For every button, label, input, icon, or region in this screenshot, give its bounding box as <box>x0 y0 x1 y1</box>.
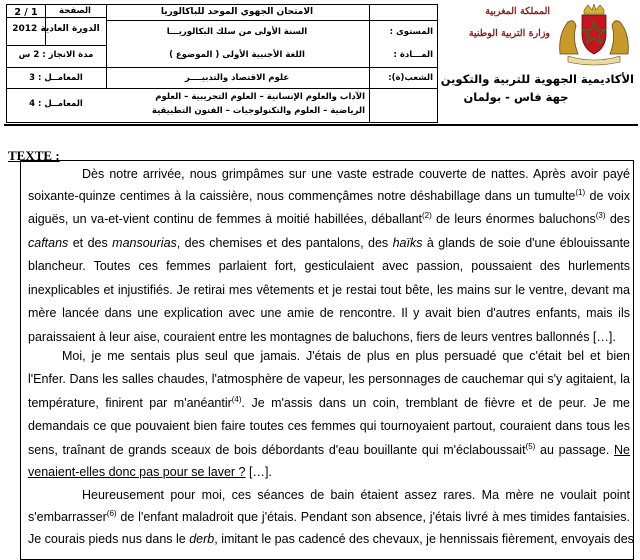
branch-label: الشعب(ة): <box>388 73 433 83</box>
passage-fragment: de voix <box>585 189 630 203</box>
passage-line <box>28 236 630 250</box>
passage-line <box>28 396 630 410</box>
exam-header-table <box>6 4 438 123</box>
passage-fragment: Je courais pieds nus dans le <box>28 532 190 546</box>
exam-title: الامتحان الجهوي الموحد للباكالوريا <box>160 7 314 17</box>
texte-heading: TEXTE : <box>8 148 60 163</box>
passage-fragment: température, finirent par m'anéantir <box>28 396 232 410</box>
passage-fragment: (6) <box>106 508 117 518</box>
passage-fragment: aiguës, un va-et-vient continu de femmes à moitié habillées, déballant <box>28 212 423 226</box>
page-label: الصفحة <box>59 6 91 16</box>
branch1-value: علوم الاقتصاد والتدبيــــر <box>184 73 290 83</box>
subject-label: المـــادة : <box>393 50 433 60</box>
passage-fragment: des <box>605 212 630 226</box>
passage-line <box>62 349 630 363</box>
coef2-label: المعامــل : 4 <box>29 99 83 109</box>
branch2-line1: الآداب والعلوم الإنسانية – العلوم التجريبية – العلوم <box>155 92 365 102</box>
level-label: المستوى : <box>389 27 433 37</box>
header-separator <box>4 124 638 126</box>
passage-fragment: paraissaient à leur aise, couraient entre les montagnes de baluchons, fiers de leurs ventres ballonnés […]. <box>28 330 616 344</box>
passage-fragment: Moi, je me sentais plus seul que jamais. J'étais de plus en plus persuadé que c'était bel et bien <box>62 349 630 363</box>
passage-fragment: haïks <box>392 236 423 250</box>
passage-fragment: au passage. <box>535 443 615 457</box>
passage-fragment: à glands de soie d'une éblouissante <box>422 236 631 250</box>
passage-fragment: de l'enfant maladroit que j'étais. Pendant son absence, j'étais livré à mes timides fantaisies. <box>116 510 630 524</box>
passage-line <box>28 330 630 344</box>
institution-block <box>440 4 636 119</box>
passage-line <box>82 488 630 502</box>
passage-fragment: , des chemises et des pantalons, des <box>176 236 393 250</box>
passage-fragment: Heureusement pour moi, ces séances de bain étaient assez rares. Ma mère ne voulait point <box>82 488 630 502</box>
passage-fragment: (4) <box>231 394 242 404</box>
passage-line <box>28 465 630 479</box>
passage-fragment: (2) <box>422 210 432 220</box>
passage-line <box>28 372 630 386</box>
level-value: السنة الأولى من سلك البكالوريـــا <box>166 27 308 37</box>
passage-fragment: mère lancée dans une explication avec une amie de rencontre. Il y avait bien d'autres enfants, mais ils <box>28 306 630 320</box>
passage-fragment: , imitant le pas cadencé des chevaux, je hennissais fièrement, envoyais des <box>214 532 634 546</box>
duration-label: مدة الانجاز : 2 س <box>18 50 94 60</box>
passage-fragment: Ne <box>614 443 630 457</box>
passage-fragment: demandais ce que pouvaient bien faire toutes ces femmes qui tournoyaient partout, couraient dans tous les <box>28 419 630 433</box>
passage-fragment: (1) <box>575 187 586 197</box>
passage-line <box>28 306 630 320</box>
passage-line <box>28 419 630 433</box>
passage-line <box>82 167 630 181</box>
passage-fragment: mansourias <box>112 236 177 250</box>
passage-fragment: de leurs énormes baluchons <box>431 212 596 226</box>
page-value: 2 / 1 <box>14 7 38 18</box>
passage-line <box>28 510 630 524</box>
passage-fragment: l'Enfer. Dans les salles chaudes, l'atmosphère de vapeur, les personnages de cauchemar qui s'y agitaient, la <box>28 372 630 386</box>
passage-fragment: derb <box>189 532 215 546</box>
passage-fragment: (3) <box>595 210 606 220</box>
passage-fragment: caftans <box>28 236 69 250</box>
passage-fragment: soixante-quinze centimes à la caissière, nous commençâmes notre déshabillage dans un tumulte <box>28 189 576 203</box>
region-title: جهة فاس - بولمان <box>463 90 569 104</box>
coef1-label: المعامــل : 3 <box>29 73 83 83</box>
passage-fragment: Dès notre arrivée, nous grimpâmes sur une vaste estrade couverte de nattes. Après avoir payé <box>82 167 630 181</box>
passage-fragment: sens, traînant de grands sceaux de bois débordants d'eau bouillante qui m'éclaboussait <box>28 443 526 457</box>
passage-fragment: blancheur. Toutes ces femmes parlaient fort, gesticulaient avec passion, poussaient des hurlements <box>28 259 630 273</box>
passage-fragment: et des <box>68 236 113 250</box>
academy-title: الأكاديمية الجهوية للتربية والتكوين <box>440 72 634 86</box>
branch2-line2: الرياضية – العلوم والتكنولوجيات – الفنون التطبيقية <box>151 106 365 116</box>
passage-line <box>28 212 630 226</box>
session-label: الدورة العادية 2012 <box>12 24 100 34</box>
subject-value: اللغة الأجنبية الأولى ( الموضوع ) <box>169 50 305 60</box>
passage-line <box>28 283 630 297</box>
passage-line <box>28 189 630 203</box>
passage-fragment: […]. <box>245 465 272 479</box>
passage-line <box>28 532 634 546</box>
passage-line <box>28 443 630 457</box>
passage-fragment: inexplicables et injustifiés. Je retirai mes vêtements et je restai tout bête, les mains sur le ventre, devant ma <box>28 283 630 297</box>
passage-fragment: (5) <box>525 441 536 451</box>
coat-of-arms-emblem <box>554 4 634 66</box>
ministry-title: وزارة التربية الوطنية <box>468 28 550 39</box>
passage-fragment: venaient-elles donc pas pour se laver ? <box>28 465 246 479</box>
passage-fragment: . Je m'assis dans un coin, tremblant de fièvre et de peur. Je me <box>241 396 630 410</box>
passage-line <box>28 259 630 273</box>
passage-fragment: s'embarrasser <box>28 510 107 524</box>
kingdom-title: المملكة المغربية <box>485 6 550 17</box>
